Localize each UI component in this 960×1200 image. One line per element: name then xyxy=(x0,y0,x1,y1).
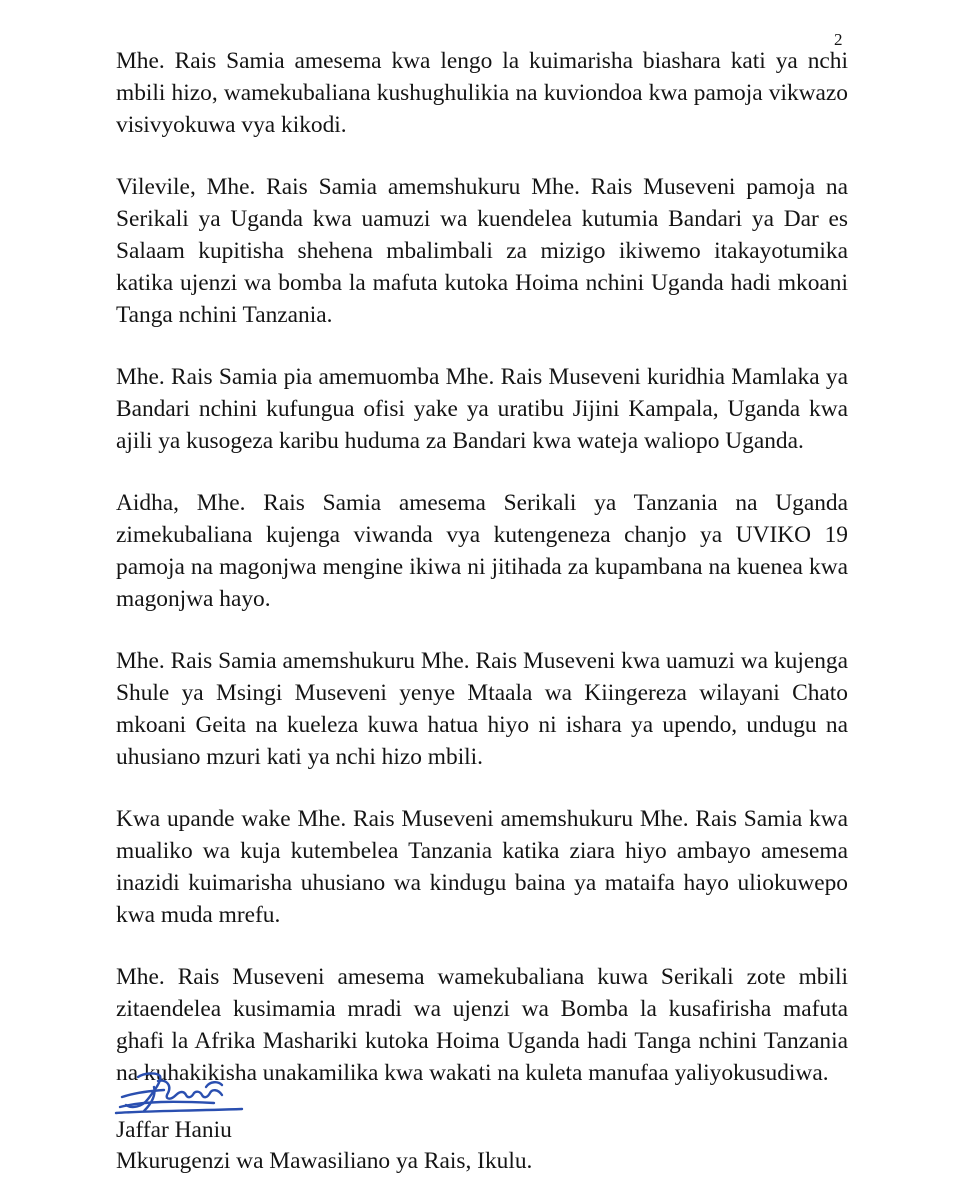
paragraph: Kwa upande wake Mhe. Rais Museveni amemshukuru Mhe. Rais Samia kwa mualiko wa kuja kutembelea Tanzania katika ziara hiyo ambayo amesema inazidi kuimarisha uhusiano wa kindugu baina ya mataifa hayo uliokuwepo kwa muda mrefu. xyxy=(116,806,848,928)
paragraph: Mhe. Rais Museveni amesema wamekubaliana kuwa Serikali zote mbili zitaendelea kusimamia mradi wa ujenzi wa Bomba la kusafirisha mafuta ghafi la Afrika Mashariki kutoka Hoima Uganda hadi Tanga nchini Tanzania na kuhakikisha unakamilika kwa wakati na kuleta manufaa yaliyokusudiwa. xyxy=(116,964,848,1086)
page-number: 2 xyxy=(834,30,843,49)
paragraph: Mhe. Rais Samia amesema kwa lengo la kuimarisha biashara kati ya nchi mbili hizo, wamekubaliana kushughulikia na kuviondoa kwa pamoja vikwazo visivyokuwa vya kikodi. xyxy=(116,48,848,138)
signatory-name: Jaffar Haniu xyxy=(116,1117,232,1143)
handwritten-signature xyxy=(114,1067,244,1119)
document-body xyxy=(116,45,848,1119)
paragraph: Aidha, Mhe. Rais Samia amesema Serikali ya Tanzania na Uganda zimekubaliana kujenga viwanda vya kutengeneza chanjo ya UVIKO 19 pamoja na magonjwa mengine ikiwa ni jitihada za kupambana na kuenea kwa magonjwa hayo. xyxy=(116,490,848,612)
paragraph: Mhe. Rais Samia pia amemuomba Mhe. Rais Museveni kuridhia Mamlaka ya Bandari nchini kufungua ofisi yake ya uratibu Jijini Kampala, Uganda kwa ajili ya kusogeza karibu huduma za Bandari kwa wateja waliopo Uganda. xyxy=(116,364,848,454)
paragraph: Vilevile, Mhe. Rais Samia amemshukuru Mhe. Rais Museveni pamoja na Serikali ya Uganda kwa uamuzi wa kuendelea kutumia Bandari ya Dar es Salaam kupitisha shehena mbalimbali za mizigo ikiwemo itakayotumika katika ujenzi wa bomba la mafuta kutoka Hoima nchini Uganda hadi mkoani Tanga nchini Tanzania. xyxy=(116,174,848,328)
paragraph: Mhe. Rais Samia amemshukuru Mhe. Rais Museveni kwa uamuzi wa kujenga Shule ya Msingi Museveni yenye Mtaala wa Kiingereza wilayani Chato mkoani Geita na kueleza kuwa hatua hiyo ni ishara ya upendo, undugu na uhusiano mzuri kati ya nchi hizo mbili. xyxy=(116,648,848,770)
signatory-title: Mkurugenzi wa Mawasiliano ya Rais, Ikulu. xyxy=(116,1148,533,1174)
